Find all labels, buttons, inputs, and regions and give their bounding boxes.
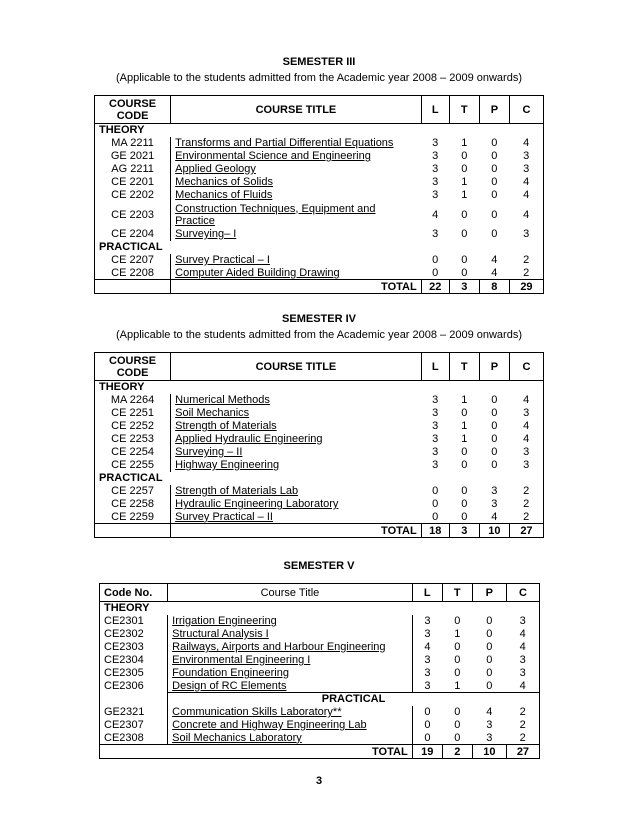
credit-l: 4 <box>432 208 439 221</box>
course-title-cell <box>171 407 422 420</box>
credit-t: 0 <box>461 485 468 497</box>
column-header-title: Course Title <box>168 584 413 602</box>
column-header-title: COURSE TITLE <box>171 96 422 124</box>
column-header-code: COURSE CODE <box>95 353 171 381</box>
credit-c: 4 <box>523 176 530 188</box>
total-row <box>100 745 540 759</box>
credit-c: 4 <box>519 641 526 653</box>
theory-section-label: THEORY <box>99 124 145 137</box>
course-code: MA 2264 <box>95 394 171 407</box>
total-row <box>95 280 544 294</box>
course-code: CE2308 <box>100 732 168 745</box>
course-row <box>100 628 540 641</box>
column-header-l: L <box>421 353 449 381</box>
course-title-cell <box>171 420 422 433</box>
credit-c: 2 <box>523 510 530 523</box>
credit-p: 4 <box>486 706 493 718</box>
credit-p: 4 <box>491 254 498 266</box>
course-row <box>95 163 544 176</box>
course-title: Mechanics of Fluids <box>175 189 273 201</box>
course-code: CE2306 <box>100 680 168 693</box>
credit-p: 0 <box>491 420 498 432</box>
course-title-cell <box>171 254 422 267</box>
semester-3-table <box>94 95 544 294</box>
semester-3-heading: SEMESTER III <box>282 56 356 68</box>
course-title: Numerical Methods <box>175 394 270 406</box>
credit-l: 3 <box>432 163 439 175</box>
course-title: Survey Practical – I <box>175 254 270 266</box>
total-row <box>95 524 544 538</box>
credit-t: 0 <box>461 150 468 162</box>
course-row <box>95 189 544 202</box>
credit-t: 1 <box>454 679 461 692</box>
credit-t: 0 <box>461 498 468 510</box>
course-title: Mechanics of Solids <box>175 176 273 188</box>
total-label: TOTAL <box>168 745 413 759</box>
credit-l: 0 <box>424 719 431 731</box>
credit-t: 0 <box>454 654 461 666</box>
course-title: Surveying– I <box>175 228 237 240</box>
credit-t: 0 <box>461 228 468 240</box>
semester-4-table <box>94 352 544 538</box>
course-code: MA 2211 <box>95 137 171 150</box>
course-code: CE2303 <box>100 641 168 654</box>
credit-p: 0 <box>491 137 498 149</box>
credit-p: 0 <box>491 446 498 458</box>
course-title-cell <box>168 719 413 732</box>
course-title: Applied Hydraulic Engineering <box>175 433 323 445</box>
course-title-cell <box>171 433 422 446</box>
course-title: Foundation Engineering <box>172 667 289 679</box>
total-t: 3 <box>449 524 479 538</box>
total-l: 22 <box>421 280 449 294</box>
credit-l: 3 <box>432 176 439 188</box>
credit-c: 2 <box>523 498 530 510</box>
course-title: Strength of Materials <box>175 420 277 432</box>
credit-p: 0 <box>491 163 498 175</box>
credit-p: 3 <box>491 485 498 497</box>
total-c: 27 <box>509 524 543 538</box>
credit-p: 0 <box>491 394 498 406</box>
course-row <box>100 667 540 680</box>
theory-section-label: THEORY <box>104 602 150 615</box>
total-label: TOTAL <box>171 524 422 538</box>
course-row <box>95 254 544 267</box>
course-title-cell <box>168 628 413 641</box>
course-code: CE 2201 <box>95 176 171 189</box>
course-code: CE2301 <box>100 615 168 628</box>
credit-l: 0 <box>424 706 431 718</box>
credit-t: 1 <box>454 628 461 640</box>
credit-p: 0 <box>486 641 493 653</box>
credit-p: 0 <box>486 615 493 627</box>
course-title: Construction Techniques, Equipment and Practice <box>175 202 376 227</box>
total-t: 2 <box>442 745 472 759</box>
credit-c: 4 <box>519 628 526 640</box>
course-title: Transforms and Partial Differential Equations <box>175 137 394 149</box>
column-header-p: P <box>479 353 509 381</box>
credit-t: 0 <box>461 459 468 471</box>
credit-c: 3 <box>523 446 530 458</box>
column-header-l: L <box>421 96 449 124</box>
total-t: 3 <box>449 280 479 294</box>
course-row <box>95 511 544 524</box>
credit-t: 0 <box>461 163 468 175</box>
credit-p: 3 <box>486 731 493 744</box>
credit-c: 3 <box>523 407 530 419</box>
course-title-cell <box>171 137 422 150</box>
credit-c: 3 <box>519 615 526 627</box>
credit-l: 3 <box>432 407 439 419</box>
course-code: CE2302 <box>100 628 168 641</box>
credit-p: 4 <box>491 266 498 279</box>
credit-c: 3 <box>519 654 526 666</box>
course-row <box>100 706 540 719</box>
credit-p: 0 <box>491 208 498 221</box>
credit-p: 0 <box>486 654 493 666</box>
course-row <box>95 137 544 150</box>
column-header-code: COURSE CODE <box>95 96 171 124</box>
credit-c: 4 <box>523 394 530 406</box>
course-row <box>95 228 544 241</box>
credit-l: 3 <box>424 667 431 679</box>
header-row <box>95 353 544 381</box>
credit-c: 4 <box>523 433 530 445</box>
credit-p: 0 <box>491 150 498 162</box>
credit-l: 3 <box>424 628 431 640</box>
course-code: CE 2251 <box>95 407 171 420</box>
credit-c: 4 <box>523 420 530 432</box>
credit-t: 1 <box>461 394 468 406</box>
column-header-t: T <box>442 584 472 602</box>
credit-c: 4 <box>523 189 530 201</box>
course-code: CE 2254 <box>95 446 171 459</box>
credit-t: 0 <box>461 254 468 266</box>
course-title: Design of RC Elements <box>172 679 287 692</box>
credit-l: 3 <box>432 189 439 201</box>
course-title-cell <box>171 394 422 407</box>
course-title: Structural Analysis I <box>172 628 269 640</box>
credit-p: 0 <box>491 407 498 419</box>
course-title-cell <box>171 498 422 511</box>
header-row <box>100 584 540 602</box>
credit-t: 0 <box>454 615 461 627</box>
header-row <box>95 96 544 124</box>
course-code: CE 2208 <box>95 267 171 280</box>
course-row <box>95 420 544 433</box>
course-title-cell <box>171 202 422 228</box>
credit-l: 3 <box>432 420 439 432</box>
course-code: CE2304 <box>100 654 168 667</box>
course-title-cell <box>171 163 422 176</box>
credit-t: 0 <box>454 641 461 653</box>
course-code: CE 2207 <box>95 254 171 267</box>
practical-section <box>95 241 544 254</box>
credit-c: 3 <box>523 163 530 175</box>
course-code: CE2305 <box>100 667 168 680</box>
practical-section-label: PRACTICAL <box>99 472 163 484</box>
credit-t: 0 <box>454 719 461 731</box>
total-c: 29 <box>509 280 543 294</box>
column-header-l: L <box>412 584 442 602</box>
credit-c: 3 <box>523 228 530 240</box>
practical-section <box>100 693 540 706</box>
practical-section-label: PRACTICAL <box>99 241 163 253</box>
credit-c: 2 <box>523 485 530 497</box>
credit-c: 2 <box>519 706 526 718</box>
semester-5-heading: SEMESTER V <box>283 560 355 572</box>
column-header-c: C <box>509 96 543 124</box>
course-title-cell <box>171 459 422 472</box>
column-header-t: T <box>449 353 479 381</box>
practical-section <box>95 472 544 485</box>
credit-l: 0 <box>432 254 439 266</box>
course-title: Hydraulic Engineering Laboratory <box>175 498 339 510</box>
credit-c: 2 <box>523 266 530 279</box>
credit-c: 3 <box>523 150 530 162</box>
credit-c: 4 <box>523 208 530 221</box>
credit-l: 3 <box>424 654 431 666</box>
credit-t: 0 <box>461 208 468 221</box>
course-row <box>95 176 544 189</box>
credit-t: 0 <box>454 706 461 718</box>
credit-l: 3 <box>432 150 439 162</box>
course-title: Communication Skills Laboratory** <box>172 706 342 718</box>
course-title: Survey Practical – II <box>175 510 273 523</box>
course-row <box>95 267 544 280</box>
theory-section <box>95 381 544 394</box>
course-code: GE 2021 <box>95 150 171 163</box>
course-title-cell <box>168 654 413 667</box>
course-code: GE2321 <box>100 706 168 719</box>
column-header-code: Code No. <box>100 584 168 602</box>
total-l: 18 <box>421 524 449 538</box>
course-title-cell <box>168 732 413 745</box>
course-title: Environmental Science and Engineering <box>175 150 371 162</box>
course-title-cell <box>171 267 422 280</box>
credit-t: 0 <box>454 731 461 744</box>
credit-p: 0 <box>486 667 493 679</box>
semester-5-table <box>99 583 540 759</box>
course-title: Environmental Engineering I <box>172 654 311 666</box>
course-title-cell <box>171 228 422 241</box>
course-row <box>95 407 544 420</box>
credit-c: 4 <box>523 137 530 149</box>
course-code: CE 2255 <box>95 459 171 472</box>
course-code: CE 2253 <box>95 433 171 446</box>
theory-section <box>100 602 540 615</box>
semester-4-applicability: (Applicable to the students admitted from the Academic year 2008 – 2009 onwards) <box>115 329 522 341</box>
credit-l: 3 <box>432 433 439 445</box>
column-header-p: P <box>472 584 506 602</box>
theory-section <box>95 124 544 137</box>
course-title-cell <box>171 485 422 498</box>
course-title-cell <box>171 511 422 524</box>
credit-t: 0 <box>461 446 468 458</box>
credit-l: 0 <box>432 485 439 497</box>
course-title-cell <box>171 446 422 459</box>
credit-l: 0 <box>432 498 439 510</box>
course-code: CE 2257 <box>95 485 171 498</box>
page-number: 3 <box>315 775 323 787</box>
total-c: 27 <box>506 745 539 759</box>
credit-l: 3 <box>432 446 439 458</box>
course-row <box>95 498 544 511</box>
total-l: 19 <box>412 745 442 759</box>
credit-c: 4 <box>519 679 526 692</box>
credit-l: 3 <box>424 679 431 692</box>
course-row <box>95 485 544 498</box>
credit-p: 0 <box>486 628 493 640</box>
course-row <box>100 615 540 628</box>
course-title: Applied Geology <box>175 163 256 175</box>
credit-p: 3 <box>491 498 498 510</box>
column-header-c: C <box>509 353 543 381</box>
course-code: CE 2203 <box>95 202 171 228</box>
course-title: Soil Mechanics Laboratory <box>172 731 302 744</box>
credit-p: 0 <box>491 459 498 471</box>
credit-p: 0 <box>491 176 498 188</box>
course-title: Concrete and Highway Engineering Lab <box>172 719 367 731</box>
course-title-cell <box>171 189 422 202</box>
credit-l: 3 <box>432 137 439 149</box>
credit-p: 0 <box>486 679 493 692</box>
credit-c: 3 <box>519 667 526 679</box>
total-p: 8 <box>479 280 509 294</box>
course-title-cell <box>168 615 413 628</box>
credit-l: 0 <box>432 510 439 523</box>
credit-l: 0 <box>432 266 439 279</box>
course-row <box>95 446 544 459</box>
credit-t: 1 <box>461 189 468 201</box>
course-title-cell <box>168 641 413 654</box>
credit-t: 0 <box>461 266 468 279</box>
course-row <box>95 459 544 472</box>
credit-t: 1 <box>461 420 468 432</box>
credit-p: 3 <box>486 719 493 731</box>
course-code: CE 2204 <box>95 228 171 241</box>
course-code: AG 2211 <box>95 163 171 176</box>
course-row <box>95 394 544 407</box>
course-title-cell <box>171 176 422 189</box>
column-header-p: P <box>479 96 509 124</box>
credit-c: 2 <box>519 719 526 731</box>
course-title-cell <box>168 706 413 719</box>
column-header-t: T <box>449 96 479 124</box>
semester-3-applicability: (Applicable to the students admitted from the Academic year 2008 – 2009 onwards) <box>115 72 522 84</box>
credit-t: 1 <box>461 433 468 445</box>
credit-p: 0 <box>491 433 498 445</box>
course-row <box>100 732 540 745</box>
course-row <box>95 150 544 163</box>
total-p: 10 <box>479 524 509 538</box>
course-title: Railways, Airports and Harbour Engineering <box>172 641 386 653</box>
course-title: Computer Aided Building Drawing <box>175 266 340 279</box>
course-row <box>100 680 540 693</box>
practical-section-label: PRACTICAL <box>168 693 540 706</box>
credit-l: 3 <box>424 615 431 627</box>
course-title: Strength of Materials Lab <box>175 485 299 497</box>
column-header-title: COURSE TITLE <box>171 353 422 381</box>
course-code: CE 2259 <box>95 511 171 524</box>
credit-p: 0 <box>491 189 498 201</box>
total-p: 10 <box>472 745 506 759</box>
credit-c: 2 <box>523 254 530 266</box>
credit-t: 0 <box>461 510 468 523</box>
credit-p: 0 <box>491 228 498 240</box>
course-row <box>95 202 544 228</box>
course-title: Highway Engineering <box>175 459 280 471</box>
course-row <box>95 433 544 446</box>
column-header-c: C <box>506 584 539 602</box>
credit-p: 4 <box>491 510 498 523</box>
credit-c: 2 <box>519 731 526 744</box>
credit-t: 1 <box>461 137 468 149</box>
credit-t: 1 <box>461 176 468 188</box>
credit-l: 0 <box>424 731 431 744</box>
course-title-cell <box>168 667 413 680</box>
credit-t: 0 <box>454 667 461 679</box>
course-code: CE 2202 <box>95 189 171 202</box>
course-code: CE2307 <box>100 719 168 732</box>
course-row <box>100 719 540 732</box>
credit-l: 3 <box>432 394 439 406</box>
course-title-cell <box>168 680 413 693</box>
course-row <box>100 641 540 654</box>
credit-l: 3 <box>432 228 439 240</box>
course-title-cell <box>171 150 422 163</box>
course-code: CE 2252 <box>95 420 171 433</box>
total-label: TOTAL <box>171 280 422 294</box>
credit-t: 0 <box>461 407 468 419</box>
course-title: Soil Mechanics <box>175 407 250 419</box>
semester-4-heading: SEMESTER IV <box>282 313 356 325</box>
course-code: CE 2258 <box>95 498 171 511</box>
theory-section-label: THEORY <box>99 381 145 394</box>
course-row <box>100 654 540 667</box>
credit-l: 3 <box>432 459 439 471</box>
credit-c: 3 <box>523 459 530 471</box>
credit-l: 4 <box>424 641 431 653</box>
course-title: Irrigation Engineering <box>172 615 277 627</box>
course-title: Surveying – II <box>175 446 243 458</box>
